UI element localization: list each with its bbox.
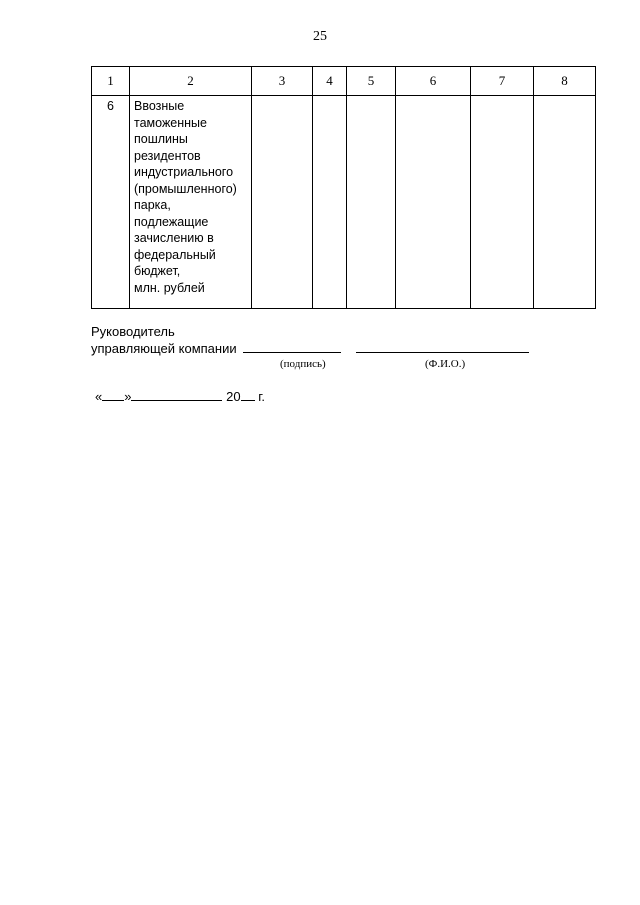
empty-cell-col7 [471, 96, 534, 309]
year-suffix: г. [258, 389, 265, 404]
full-name-field-line[interactable] [356, 341, 529, 353]
signatory-title-line2-row [91, 340, 529, 357]
row-description-cell [130, 96, 252, 309]
description-line: федеральный [134, 247, 216, 262]
description-line: парка, [134, 198, 171, 212]
description-line: таможенные [134, 115, 207, 130]
signature-block [91, 323, 529, 357]
date-line [95, 389, 265, 404]
signatory-title-line1: Руководитель [91, 324, 175, 339]
description-line: индустриального [134, 165, 234, 179]
report-table [91, 66, 596, 309]
table-row [92, 96, 596, 309]
column-header-6: 6 [396, 67, 471, 96]
column-header-2: 2 [130, 67, 252, 96]
page-number: 25 [313, 29, 327, 44]
table-header-row [92, 67, 596, 96]
date-close-quote: » [124, 389, 132, 404]
year-prefix: 20 [226, 389, 241, 404]
day-field-line[interactable] [102, 389, 124, 401]
description-line: бюджет, [134, 264, 181, 278]
row-number-cell: 6 [92, 96, 130, 309]
date-open-quote: « [95, 389, 103, 404]
signatory-title-line2: управляющей компании [91, 341, 237, 356]
column-header-4: 4 [313, 67, 347, 96]
description-line: зачислению в [134, 231, 214, 245]
column-header-8: 8 [534, 67, 596, 96]
column-header-1: 1 [92, 67, 130, 96]
year-field-line[interactable] [241, 389, 255, 401]
description-line: подлежащие [134, 214, 209, 229]
empty-cell-col5 [347, 96, 396, 309]
description-line: млн. рублей [134, 280, 205, 295]
empty-cell-col4 [313, 96, 347, 309]
column-header-3: 3 [252, 67, 313, 96]
description-line: (промышленного) [134, 181, 237, 196]
empty-cell-col3 [252, 96, 313, 309]
description-line: Ввозные [134, 99, 185, 113]
signature-field-line[interactable] [243, 341, 341, 353]
description-line: пошлины [134, 132, 188, 146]
signature-caption: (подпись) [280, 358, 326, 370]
empty-cell-col6 [396, 96, 471, 309]
full-name-caption: (Ф.И.О.) [425, 358, 466, 370]
month-field-line[interactable] [131, 389, 222, 401]
description-line: резидентов [134, 148, 201, 163]
column-header-5: 5 [347, 67, 396, 96]
column-header-7: 7 [471, 67, 534, 96]
empty-cell-col8 [534, 96, 596, 309]
